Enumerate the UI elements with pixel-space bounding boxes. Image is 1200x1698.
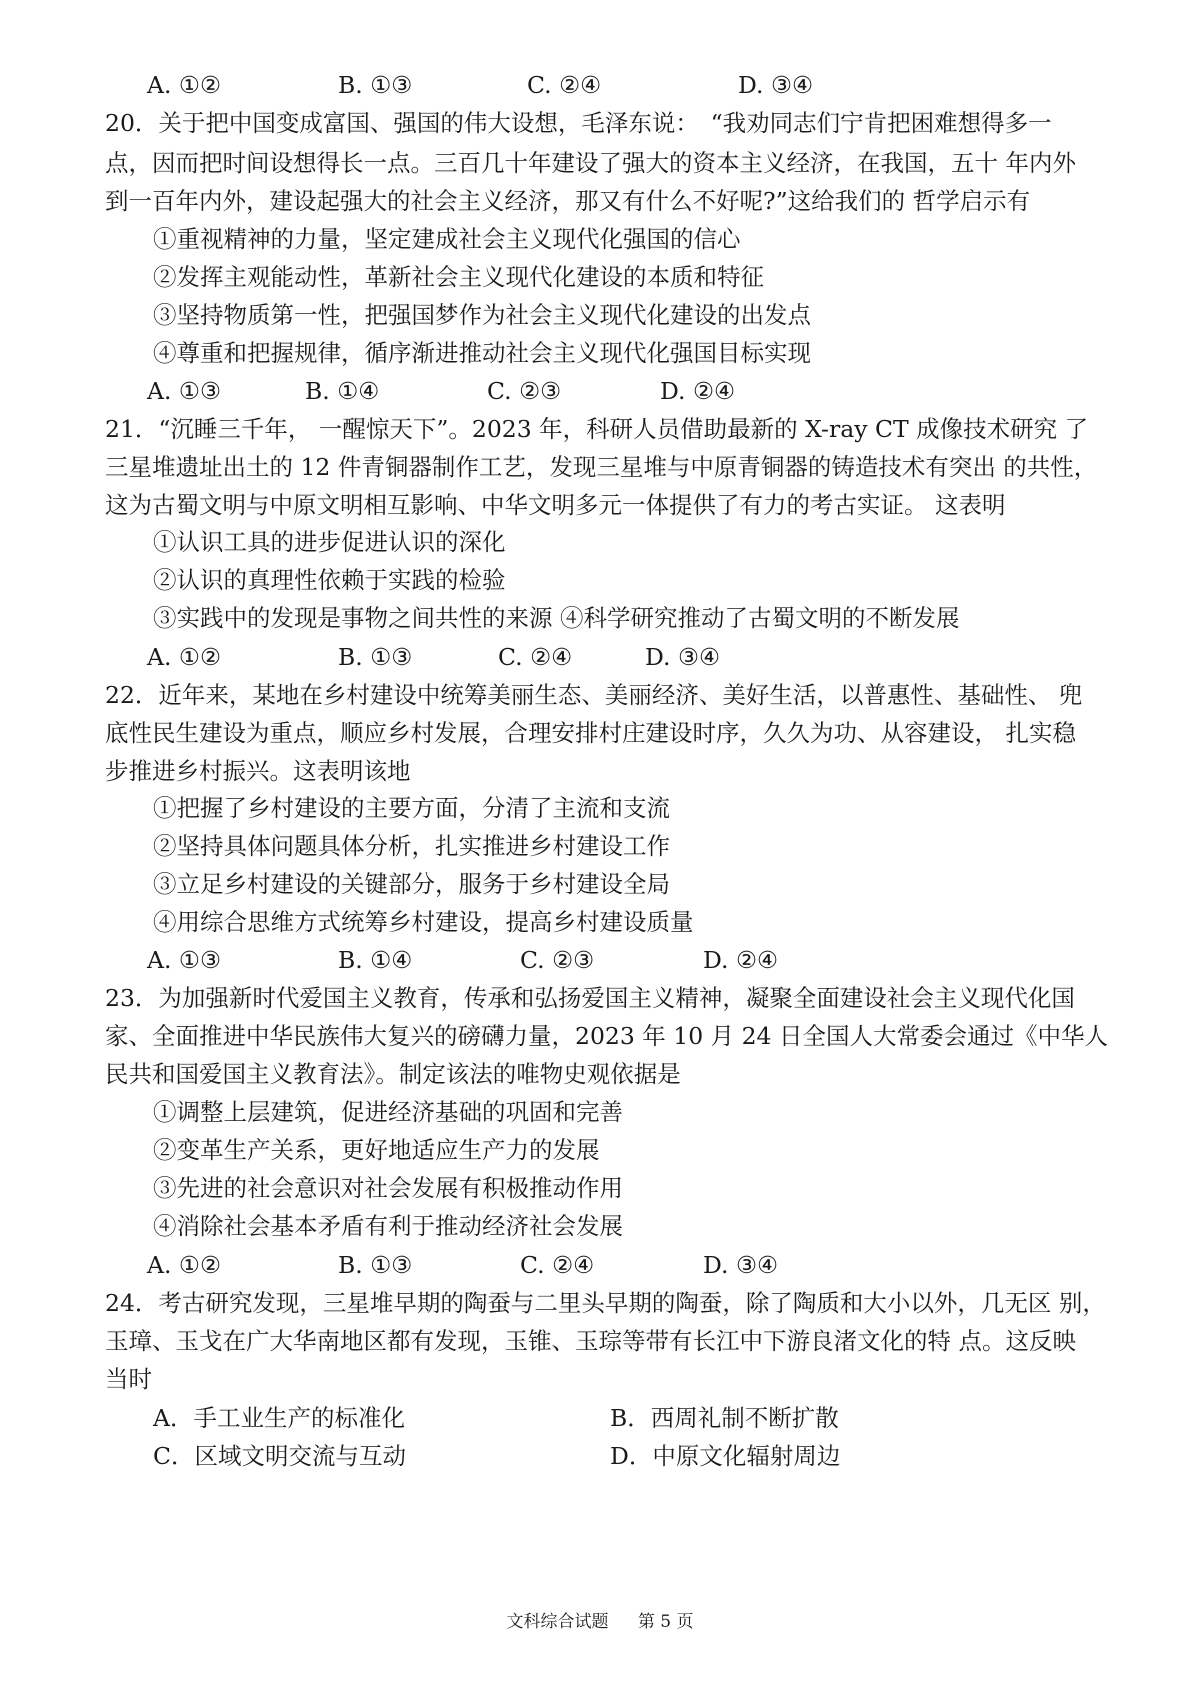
question-23-item: ②变革生产关系，更好地适应生产力的发展 bbox=[153, 1136, 600, 1164]
question-22-stem-line: 步推进乡村振兴。这表明该地 bbox=[105, 757, 411, 785]
question-20-item: ②发挥主观能动性，革新社会主义现代化建设的本质和特征 bbox=[153, 263, 764, 291]
question-20-item: ④尊重和把握规律，循序渐进推动社会主义现代化强国目标实现 bbox=[153, 339, 811, 367]
question-23-stem-line: 23．为加强新时代爱国主义教育，传承和弘扬爱国主义精神，凝聚全面建设社会主义现代化国 bbox=[105, 984, 1075, 1012]
question-22-stem-line: 底性民生建设为重点，顺应乡村发展，合理安排村庄建设时序，久久为功、从容建设， 扎实稳 bbox=[105, 719, 1076, 747]
question-23-item: ③先进的社会意识对社会发展有积极推动作用 bbox=[153, 1174, 623, 1202]
choice-c: C. ②④ bbox=[498, 643, 573, 671]
question-20-item: ①重视精神的力量，坚定建成社会主义现代化强国的信心 bbox=[153, 225, 741, 253]
question-24-stem-line: 24．考古研究发现，三星堆早期的陶蚕与二里头早期的陶蚕，除了陶质和大小以外，几无区 别， bbox=[105, 1289, 1106, 1317]
question-21-item: ③实践中的发现是事物之间共性的来源 ④科学研究推动了古蜀文明的不断发展 bbox=[153, 604, 960, 632]
choice-d: D. ③④ bbox=[738, 71, 814, 99]
question-20-stem-line: 到一百年内外，建设起强大的社会主义经济，那又有什么不好呢?”这给我们的 哲学启示有 bbox=[105, 187, 1031, 215]
question-23-item: ①调整上层建筑，促进经济基础的巩固和完善 bbox=[153, 1098, 623, 1126]
choice-a: A. ①② bbox=[147, 1251, 222, 1279]
question-22-item: ④用综合思维方式统筹乡村建设，提高乡村建设质量 bbox=[153, 908, 694, 936]
question-21-item: ①认识工具的进步促进认识的深化 bbox=[153, 528, 506, 556]
question-23-item: ④消除社会基本矛盾有利于推动经济社会发展 bbox=[153, 1212, 623, 1240]
choice-c: C．区域文明交流与互动 bbox=[153, 1442, 406, 1470]
question-24-stem-line: 当时 bbox=[105, 1365, 152, 1393]
question-23-stem-line: 民共和国爱国主义教育法》。制定该法的唯物史观依据是 bbox=[105, 1060, 681, 1088]
choice-a: A. ①② bbox=[147, 643, 222, 671]
choice-b: B. ①③ bbox=[338, 71, 413, 99]
question-20-stem-line: 20．关于把中国变成富国、强国的伟大设想，毛泽东说： “我劝同志们宁肯把困难想得多一 bbox=[105, 109, 1052, 137]
choice-b: B. ①④ bbox=[305, 377, 380, 405]
choice-c: C. ②④ bbox=[520, 1251, 595, 1279]
question-24-stem-line: 玉璋、玉戈在广大华南地区都有发现，玉锥、玉琮等带有长江中下游良渚文化的特 点。这反映 bbox=[105, 1327, 1076, 1355]
choice-d: D. ②④ bbox=[703, 946, 779, 974]
question-22-item: ②坚持具体问题具体分析，扎实推进乡村建设工作 bbox=[153, 832, 670, 860]
page-footer bbox=[0, 1610, 1200, 1634]
question-21-item: ②认识的真理性依赖于实践的检验 bbox=[153, 566, 506, 594]
question-21-stem-line: 21．“沉睡三千年， 一醒惊天下”。2023 年，科研人员借助最新的 X-ray CT 成像技术研究 了 bbox=[105, 415, 1089, 443]
choice-c: C. ②④ bbox=[527, 71, 602, 99]
choice-a: A. ①③ bbox=[147, 377, 222, 405]
choice-b: B. ①③ bbox=[338, 1251, 413, 1279]
choice-d: D. ③④ bbox=[703, 1251, 779, 1279]
choice-d: D. ②④ bbox=[660, 377, 736, 405]
question-20-item: ③坚持物质第一性，把强国梦作为社会主义现代化建设的出发点 bbox=[153, 301, 811, 329]
choice-c: C. ②③ bbox=[487, 377, 562, 405]
choice-d: D．中原文化辐射周边 bbox=[610, 1442, 841, 1470]
footer-page-number: 第 5 页 bbox=[637, 1612, 694, 1632]
choice-d: D. ③④ bbox=[645, 643, 721, 671]
question-22-item: ③立足乡村建设的关键部分，服务于乡村建设全局 bbox=[153, 870, 670, 898]
choice-a: A. ①② bbox=[147, 71, 222, 99]
choice-c: C. ②③ bbox=[520, 946, 595, 974]
choice-b: B. ①④ bbox=[338, 946, 413, 974]
footer-subject: 文科综合试题 bbox=[506, 1612, 609, 1632]
question-20-stem-line: 点，因而把时间设想得长一点。三百几十年建设了强大的资本主义经济，在我国，五十 年内外 bbox=[105, 149, 1076, 177]
question-21-stem-line: 这为古蜀文明与中原文明相互影响、中华文明多元一体提供了有力的考古实证。 这表明 bbox=[105, 491, 1006, 519]
question-22-item: ①把握了乡村建设的主要方面，分清了主流和支流 bbox=[153, 794, 670, 822]
choice-a: A. ①③ bbox=[147, 946, 222, 974]
choice-b: B．西周礼制不断扩散 bbox=[610, 1404, 839, 1432]
question-23-stem-line: 家、全面推进中华民族伟大复兴的磅礴力量，2023 年 10 月 24 日全国人大常委会通过《中华人 bbox=[105, 1022, 1108, 1050]
choice-a: A．手工业生产的标准化 bbox=[153, 1404, 405, 1432]
choice-b: B. ①③ bbox=[338, 643, 413, 671]
question-22-stem-line: 22．近年来，某地在乡村建设中统筹美丽生态、美丽经济、美好生活，以普惠性、基础性、 兜 bbox=[105, 681, 1083, 709]
question-21-stem-line: 三星堆遗址出土的 12 件青铜器制作工艺，发现三星堆与中原青铜器的铸造技术有突出 的共性， bbox=[105, 453, 1098, 481]
